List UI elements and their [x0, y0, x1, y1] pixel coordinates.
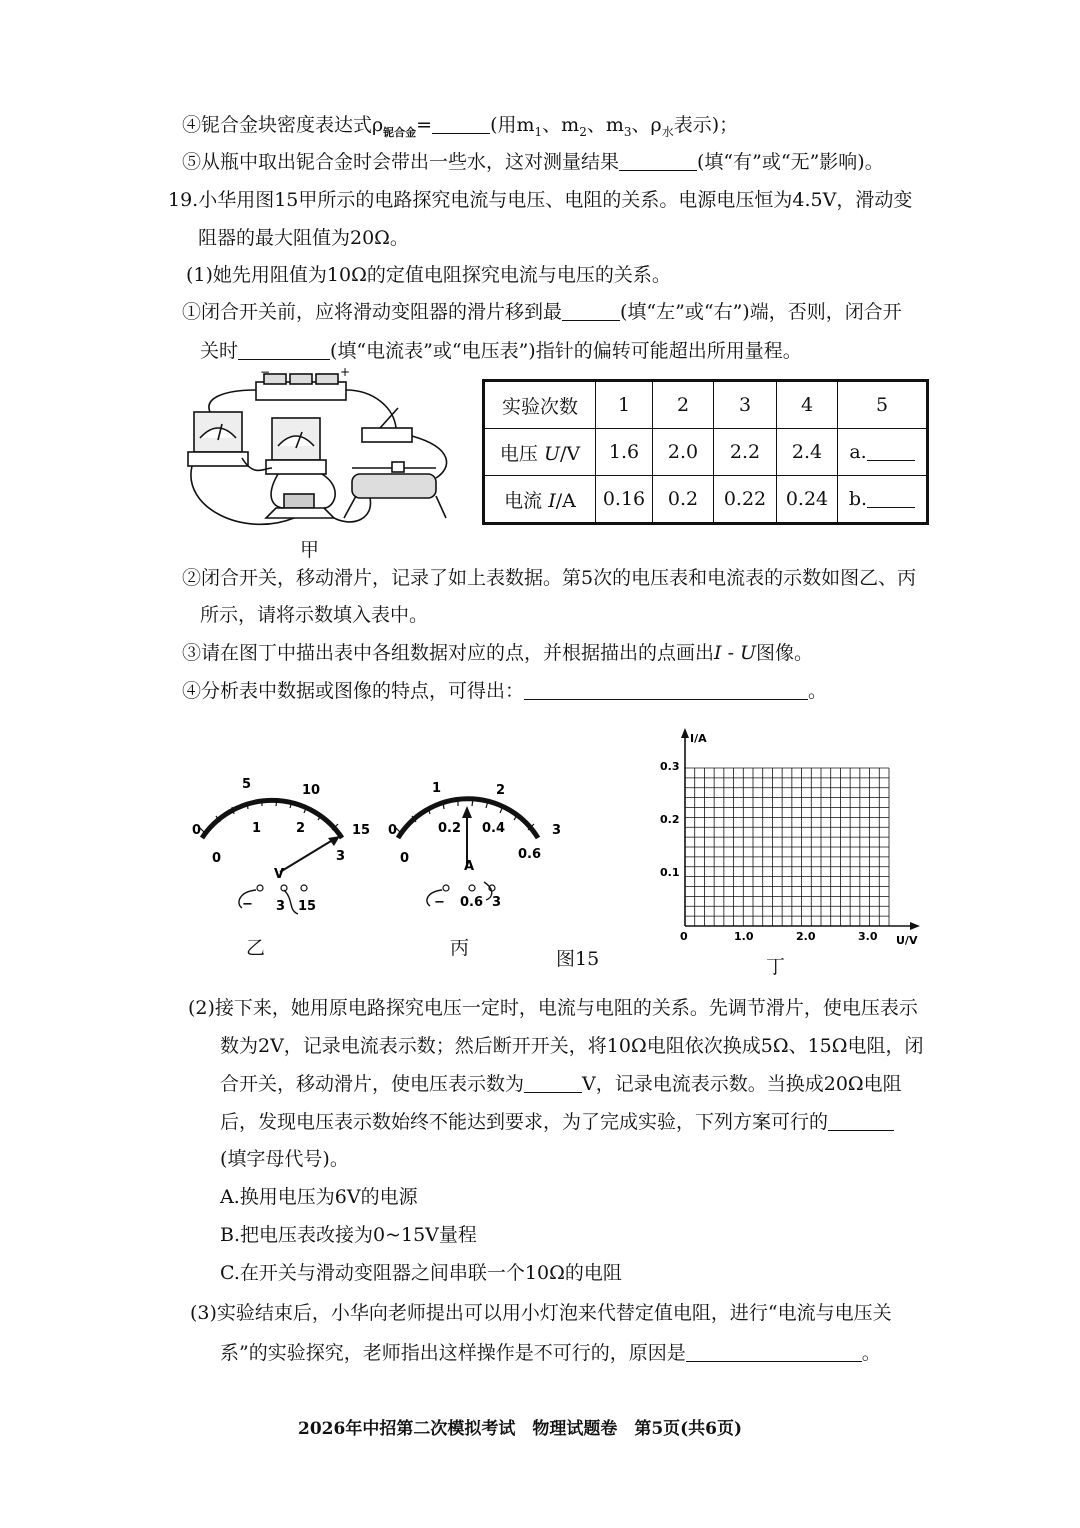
step3-u: U	[740, 642, 757, 664]
data-table	[482, 379, 929, 525]
answer-blank-voltage[interactable]	[524, 1074, 582, 1093]
part3b-text: 系”的实验探究，老师指出这样操作是不可行的，原因是	[220, 1342, 686, 1364]
sub-water: 水	[661, 124, 674, 139]
caption-ding: 丁	[766, 956, 786, 978]
step3-dash: -	[721, 642, 741, 664]
volt-terminal: −	[242, 897, 253, 912]
step3-i: I	[714, 642, 722, 664]
voltmeter-dial	[180, 776, 380, 926]
step1-text: ①闭合开关前，应将滑动变阻器的滑片移到最	[182, 301, 563, 323]
amp-terminal: 0.6	[460, 895, 484, 910]
volt-terminal: 15	[298, 899, 317, 914]
voltage-label	[484, 429, 596, 476]
caption-figure-15: 图15	[556, 948, 600, 970]
step3-line	[182, 640, 813, 666]
table-cell: 2.0	[653, 429, 714, 476]
y-tick: 0.1	[660, 866, 680, 879]
answer-blank-option[interactable]	[828, 1112, 894, 1131]
step2-line-b: 所示，请将示数填入表中。	[200, 604, 429, 626]
q19-line-a: 19.小华用图15甲所示的电路探究电流与电压、电阻的关系。电源电压恒为4.5V，滑动变	[168, 189, 913, 211]
circuit-diagram	[184, 368, 474, 538]
step2-line-a: ②闭合开关，移动滑片，记录了如上表数据。第5次的电压表和电流表的示数如图乙、丙	[182, 567, 917, 589]
table-header-cell: 实验次数	[484, 381, 596, 429]
sub-3: 3	[623, 124, 632, 139]
iu-graph[interactable]	[652, 726, 942, 952]
current-symbol: I	[548, 489, 556, 512]
battery-plus: +	[340, 368, 351, 379]
step4-text: ④分析表中数据或图像的特点，可得出：	[182, 680, 525, 702]
q5-end: (填“有”或“无”影响)。	[697, 151, 884, 173]
rho-subscript: 铌合金	[383, 125, 417, 139]
voltage-unit: /V	[559, 442, 581, 465]
volt-upper-tick: 10	[302, 783, 321, 798]
amp-terminal: −	[434, 895, 445, 910]
amp-upper-tick: 1	[432, 781, 442, 796]
answer-blank-b[interactable]	[867, 489, 915, 508]
table-cell-answer-b	[838, 476, 928, 524]
step3-end: 图像。	[756, 642, 814, 664]
answer-blank-direction[interactable]	[562, 302, 620, 321]
volt-lower-tick: 3	[336, 849, 346, 864]
table-cell: 0.24	[777, 476, 838, 524]
step4-end: 。	[808, 680, 828, 702]
caption-yi: 乙	[246, 937, 266, 959]
table-cell: 0.22	[714, 476, 777, 524]
part2c-end: V，记录电流表示数。当换成20Ω电阻	[582, 1073, 902, 1095]
table-header-cell: 2	[653, 381, 714, 429]
amp-upper-tick: 3	[552, 823, 562, 838]
table-row-voltage	[484, 429, 928, 476]
amp-upper-tick: 0	[388, 823, 398, 838]
battery-minus: −	[260, 368, 271, 379]
option-a: A.换用电压为6V的电源	[220, 1186, 418, 1208]
volt-lower-tick: 1	[252, 821, 262, 836]
option-b: B.把电压表改接为0~15V量程	[220, 1224, 477, 1246]
step4-line	[182, 678, 827, 704]
q4-m3: 、m	[586, 114, 624, 136]
table-cell: 2.4	[777, 429, 838, 476]
table-header-cell: 3	[714, 381, 777, 429]
voltage-symbol: U	[543, 442, 560, 465]
step1b-end: (填“电流表”或“电压表”)指针的偏转可能超出所用量程。	[330, 340, 802, 362]
step1-line-a	[182, 299, 902, 325]
part3-line-a: (3)实验结束后，小华向老师提出可以用小灯泡来代替定值电阻，进行“电流与电压关	[190, 1302, 892, 1324]
step3-text: ③请在图丁中描出表中各组数据对应的点，并根据描出的点画出	[182, 642, 715, 664]
volt-upper-tick: 5	[242, 777, 252, 792]
q19-line-b: 阻器的最大阻值为20Ω。	[198, 227, 409, 249]
answer-a-label: a.	[849, 441, 867, 463]
answer-blank-meter[interactable]	[238, 341, 330, 360]
x-tick: 1.0	[734, 930, 754, 943]
part2-line-e: (填字母代号)。	[220, 1148, 349, 1170]
part3b-end: 。	[861, 1342, 881, 1364]
answer-blank-effect[interactable]	[619, 152, 697, 171]
current-label	[484, 476, 596, 524]
page-footer: 2026年中招第二次模拟考试 物理试题卷 第5页(共6页)	[298, 1419, 743, 1439]
x-tick: 2.0	[796, 930, 816, 943]
amp-lower-tick: 0	[400, 851, 410, 866]
amp-upper-tick: 2	[496, 783, 506, 798]
part2-line-a: (2)接下来，她用原电路探究电压一定时，电流与电阻的关系。先调节滑片，使电压表示	[188, 997, 918, 1019]
amp-terminal: 3	[492, 895, 502, 910]
amp-lower-tick: 0.4	[482, 821, 506, 836]
q4-m2: 、m	[542, 114, 580, 136]
amp-lower-tick: 0.6	[518, 847, 542, 862]
caption-jia: 甲	[300, 539, 320, 561]
table-cell: 1.6	[596, 429, 653, 476]
volt-lower-tick: 2	[296, 821, 306, 836]
volt-upper-tick: 0	[192, 823, 202, 838]
amp-lower-tick: 0.2	[438, 821, 462, 836]
table-row-current	[484, 476, 928, 524]
x-axis-label: U/V	[896, 934, 918, 947]
sub-1: 1	[534, 124, 543, 139]
part2-line-b: 数为2V，记录电流表示数；然后断开开关，将10Ω电阻依次换成5Ω、15Ω电阻，闭	[220, 1035, 924, 1057]
sub-2: 2	[579, 124, 587, 139]
step1b-text: 关时	[200, 340, 239, 362]
volt-lower-tick: 0	[212, 851, 222, 866]
q5-line	[182, 149, 884, 175]
table-header-cell: 5	[838, 381, 928, 429]
table-cell-answer-a	[838, 429, 928, 476]
table-cell: 2.2	[714, 429, 777, 476]
table-header-cell: 1	[596, 381, 653, 429]
answer-blank-conclusion[interactable]	[524, 681, 808, 700]
volt-symbol: V	[274, 867, 285, 882]
x-tick: 3.0	[858, 930, 878, 943]
voltage-label-text: 电压	[499, 442, 544, 465]
table-cell: 0.16	[596, 476, 653, 524]
ammeter-dial	[380, 776, 580, 926]
answer-b-label: b.	[848, 488, 868, 510]
volt-upper-tick: 15	[352, 823, 371, 838]
q4-paren: (用m	[490, 114, 535, 136]
step1-line-b	[200, 338, 802, 364]
current-unit: /A	[555, 489, 576, 512]
answer-blank-reason[interactable]	[686, 1343, 862, 1362]
table-cell: 0.2	[653, 476, 714, 524]
amp-symbol: A	[464, 859, 475, 874]
part2-line-c	[220, 1071, 902, 1097]
part3-line-b	[220, 1340, 881, 1366]
y-axis-label: I/A	[690, 732, 707, 745]
q4-line	[182, 112, 738, 138]
answer-blank-a[interactable]	[867, 442, 915, 461]
current-label-text: 电流	[504, 489, 549, 512]
answer-blank-density[interactable]	[432, 115, 490, 134]
y-tick: 0.2	[660, 813, 680, 826]
step1-text-end: (填“左”或“右”)端，否则，闭合开	[620, 301, 902, 323]
q4-text: ④铌合金块密度表达式ρ	[182, 114, 384, 136]
q4-end: 表示)；	[673, 114, 739, 136]
equals: =	[416, 114, 433, 136]
part2-line-d	[220, 1109, 894, 1135]
table-row-header	[484, 381, 928, 429]
q4-rho: 、ρ	[631, 114, 662, 136]
q5-text: ⑤从瓶中取出铌合金时会带出一些水，这对测量结果	[182, 151, 620, 173]
volt-terminal: 3	[276, 899, 286, 914]
x-tick: 0	[680, 930, 688, 943]
caption-bing: 丙	[450, 937, 470, 959]
y-tick: 0.3	[660, 760, 680, 773]
table-header-cell: 4	[777, 381, 838, 429]
option-c: C.在开关与滑动变阻器之间串联一个10Ω的电阻	[220, 1262, 622, 1284]
part2d-text: 后，发现电压表示数始终不能达到要求，为了完成实验，下列方案可行的	[220, 1111, 829, 1133]
part2c-text: 合开关，移动滑片，使电压表示数为	[220, 1073, 525, 1095]
part1-line: (1)她先用阻值为10Ω的定值电阻探究电流与电压的关系。	[186, 264, 671, 286]
